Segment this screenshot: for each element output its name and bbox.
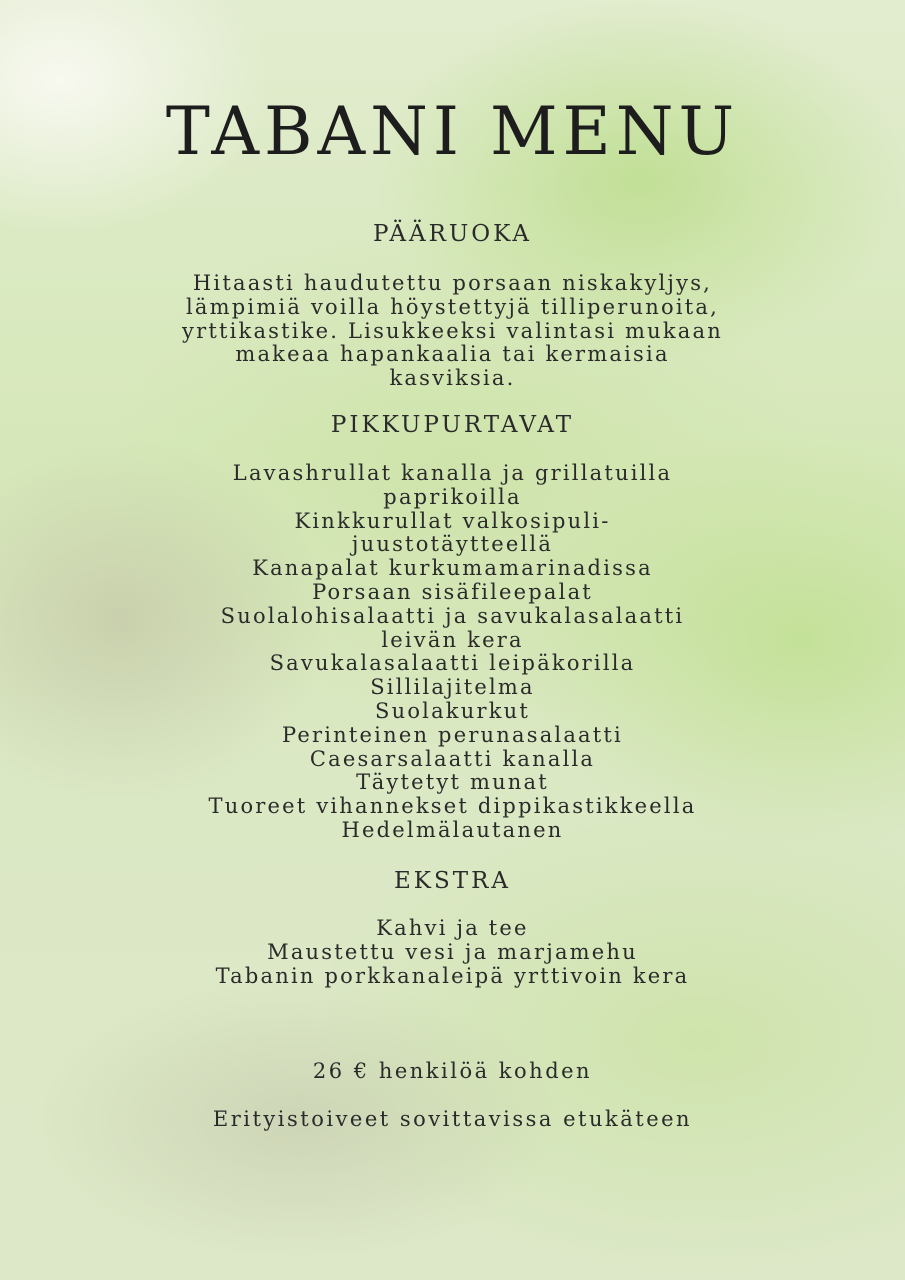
extra-item: Kahvi ja tee — [376, 916, 529, 940]
snack-item: Caesarsalaatti kanalla — [309, 746, 596, 771]
menu-title: TABANI MENU — [165, 93, 740, 170]
snack-item: Täytetyt munat — [356, 770, 549, 795]
snack-item: Suolalohisalaatti ja savukalasalaatti leivän kera — [220, 603, 685, 652]
snack-item: Porsaan sisäfileepalat — [312, 579, 593, 604]
snacks-list — [0, 462, 905, 843]
price-line: 26 € henkilöä kohden — [312, 1059, 593, 1083]
extra-item: Tabanin porkkanaleipä yrttivoin kera — [215, 963, 690, 988]
extra-heading: EKSTRA — [394, 868, 511, 894]
snack-item: Kanapalat kurkumamarinadissa — [252, 556, 653, 581]
main-course-description: Hitaasti haudutettu porsaan niskakyljys, lämpimiä voilla höystettyjä tilliperunoita, yrttikastike. Lisukkeeksi valintasi mukaan makeaa hapankaalia tai kermaisia kasviksia. — [182, 271, 723, 391]
snack-item: Suolakurkut — [375, 698, 530, 723]
special-requests-note: Erityistoiveet sovittavissa etukäteen — [212, 1107, 693, 1131]
main-course-heading: PÄÄRUOKA — [372, 221, 532, 247]
snack-item: Perinteinen perunasalaatti — [282, 722, 623, 747]
snack-item: Lavashrullat kanalla ja grillatuilla paprikoilla — [232, 461, 673, 509]
snacks-heading: PIKKUPURTAVAT — [330, 412, 575, 438]
extra-item: Maustettu vesi ja marjamehu — [267, 939, 638, 964]
snack-item: Hedelmälautanen — [341, 817, 564, 842]
snack-item: Kinkkurullat valkosipuli-juustotäytteellä — [294, 508, 611, 557]
snack-item: Savukalasalaatti leipäkorilla — [269, 651, 636, 676]
extra-list — [0, 917, 905, 988]
snack-item: Tuoreet vihannekset dippikastikkeella — [208, 794, 697, 819]
snack-item: Sillilajitelma — [370, 675, 535, 700]
